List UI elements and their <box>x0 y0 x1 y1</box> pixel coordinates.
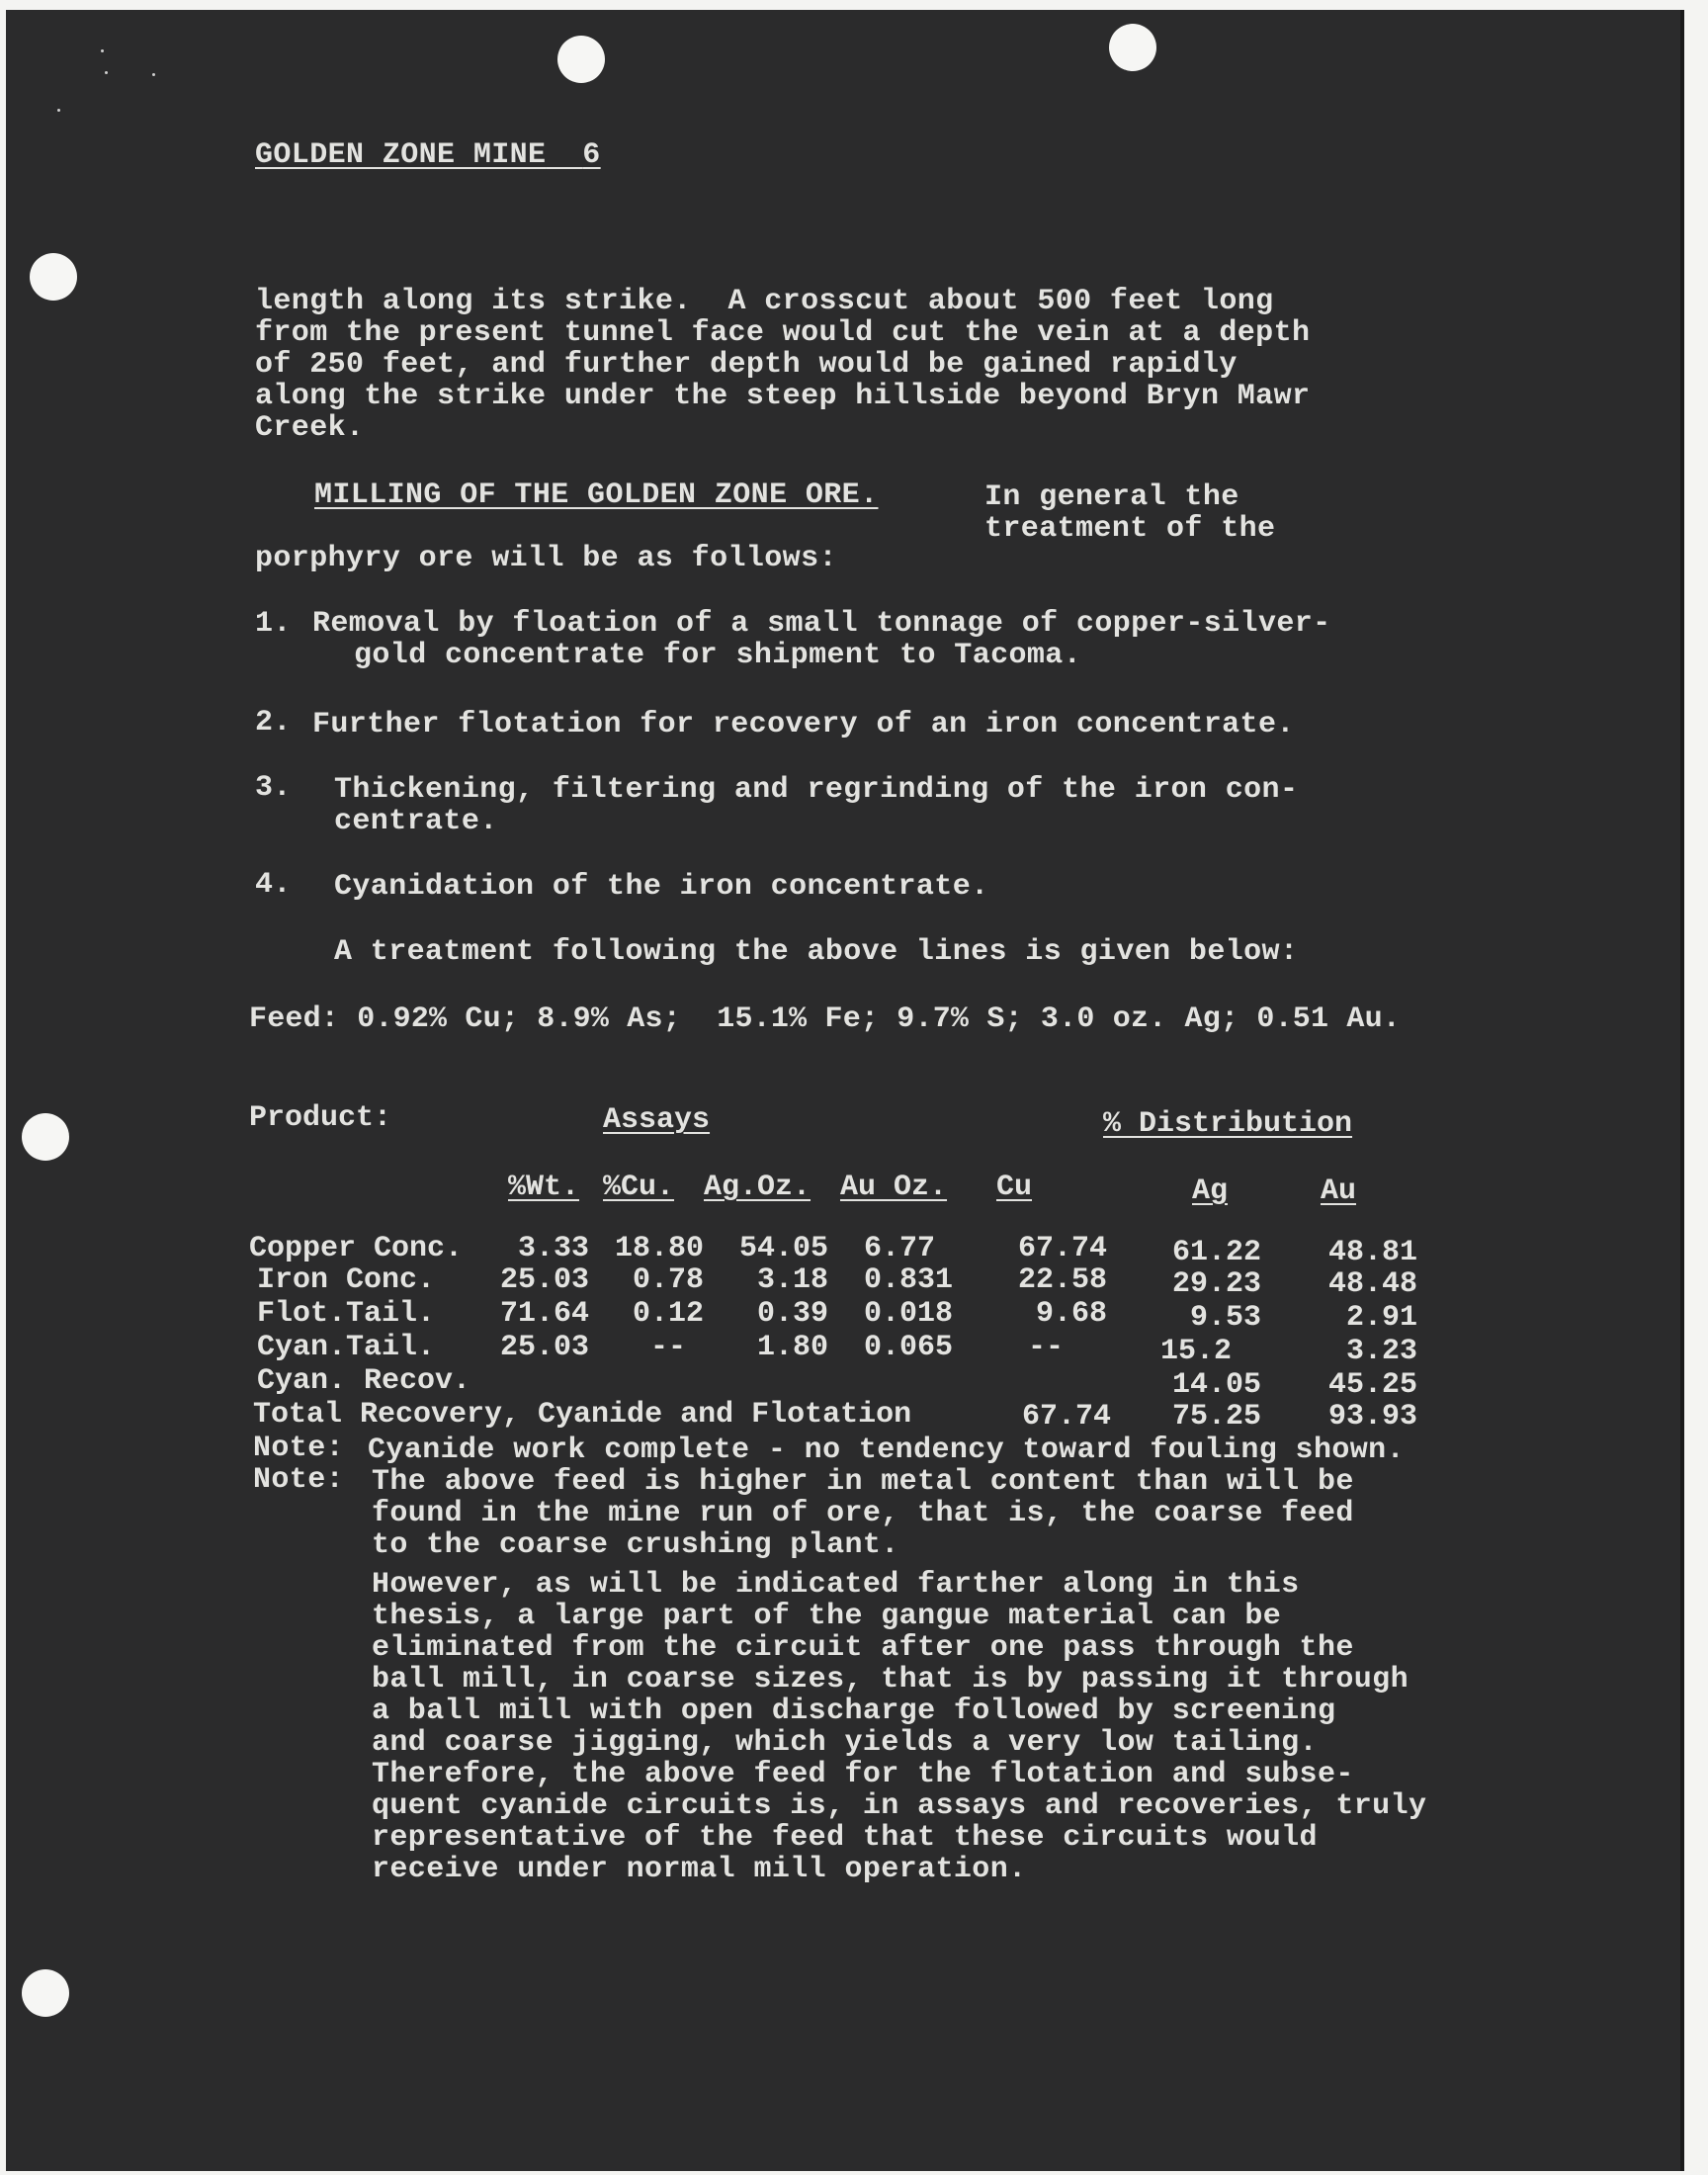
row-au-oz: 0.831 <box>864 1263 954 1297</box>
row-cu: 0.12 <box>632 1297 704 1331</box>
step-text: gold concentrate for shipment to Tacoma. <box>354 639 1082 672</box>
row-dist-au: 2.91 <box>1345 1301 1417 1335</box>
treatment-intro: A treatment following the above lines is given below: <box>334 935 1299 969</box>
milling-line: porphyry ore will be as follows: <box>255 542 837 575</box>
milling-side-line: In general the <box>984 480 1239 514</box>
milling-heading: MILLING OF THE GOLDEN ZONE ORE. <box>314 478 879 512</box>
col-header-dist-au: Au <box>1321 1174 1357 1208</box>
page-number: 6 <box>582 138 601 172</box>
milling-side-line: treatment of the <box>984 512 1276 546</box>
row-product: Cyan.Tail. <box>257 1331 436 1364</box>
row-dist-cu: 67.74 <box>1017 1232 1107 1265</box>
note-line: However, as will be indicated farther along in this <box>372 1568 1300 1602</box>
punch-hole-left-lower <box>22 1969 69 2017</box>
punch-hole-left-middle <box>22 1113 69 1161</box>
row-product: Flot.Tail. <box>257 1297 436 1331</box>
row-dist-ag: 61.22 <box>1171 1236 1261 1269</box>
punch-hole-top-right <box>1109 24 1156 71</box>
step-number: 3. <box>255 771 292 805</box>
product-header: Product: <box>249 1101 392 1135</box>
col-header-cu: %Cu. <box>603 1171 675 1204</box>
total-recovery-label: Total Recovery, Cyanide and Flotation <box>253 1398 912 1432</box>
dust-speck <box>57 109 60 112</box>
row-ag-oz: 54.05 <box>738 1232 828 1265</box>
col-header-dist-ag: Ag <box>1192 1174 1229 1208</box>
note-line: ball mill, in coarse sizes, that is by passing it through <box>372 1663 1409 1696</box>
feed-line: Feed: 0.92% Cu; 8.9% As; 15.1% Fe; 9.7% S; 3.0 oz. Ag; 0.51 Au. <box>249 1002 1401 1036</box>
row-cu: -- <box>650 1331 687 1364</box>
row-product: Copper Conc. <box>249 1232 464 1265</box>
note-line: The above feed is higher in metal content than will be <box>372 1465 1354 1499</box>
note-label: Note: <box>253 1432 345 1465</box>
note-line: and coarse jigging, which yields a very low tailing. <box>372 1726 1318 1760</box>
total-recovery-ag: 75.25 <box>1171 1400 1261 1434</box>
col-header-wt: %Wt. <box>508 1171 580 1204</box>
row-dist-cu: 9.68 <box>1035 1297 1107 1331</box>
note-line: to the coarse crushing plant. <box>372 1528 899 1562</box>
dust-speck <box>105 71 108 74</box>
row-au-oz: 6.77 <box>864 1232 936 1265</box>
intro-line: along the strike under the steep hillside beyond Bryn Mawr <box>255 380 1311 413</box>
col-header-ag-oz: Ag.Oz. <box>704 1171 811 1204</box>
step-text: Removal by floation of a small tonnage of copper-silver- <box>312 607 1331 641</box>
intro-line: of 250 feet, and further depth would be gained rapidly <box>255 348 1238 382</box>
row-wt: 25.03 <box>499 1331 589 1364</box>
row-cu: 0.78 <box>632 1263 704 1297</box>
row-dist-cu: 22.58 <box>1017 1263 1107 1297</box>
cyan-recov-ag: 14.05 <box>1171 1368 1261 1402</box>
intro-line: Creek. <box>255 411 365 445</box>
row-wt: 25.03 <box>499 1263 589 1297</box>
row-au-oz: 0.018 <box>864 1297 954 1331</box>
note-line: Therefore, the above feed for the flotation and subse- <box>372 1758 1354 1791</box>
note-label: Note: <box>253 1463 345 1497</box>
total-recovery-au: 93.93 <box>1327 1400 1417 1434</box>
row-dist-au: 3.23 <box>1345 1335 1417 1368</box>
row-ag-oz: 3.18 <box>756 1263 828 1297</box>
cyan-recov-au: 45.25 <box>1327 1368 1417 1402</box>
assays-header: Assays <box>603 1103 711 1137</box>
row-dist-au: 48.81 <box>1327 1236 1417 1269</box>
header-title: GOLDEN ZONE MINE <box>255 138 547 172</box>
step-text: centrate. <box>334 805 498 838</box>
row-wt: 71.64 <box>499 1297 589 1331</box>
row-au-oz: 0.065 <box>864 1331 954 1364</box>
total-recovery-cu: 67.74 <box>1022 1400 1112 1434</box>
row-cu: 18.80 <box>614 1232 704 1265</box>
row-dist-ag: 9.53 <box>1189 1301 1261 1335</box>
note-line: thesis, a large part of the gangue material can be <box>372 1600 1282 1633</box>
distribution-header: % Distribution <box>1103 1107 1353 1141</box>
step-number: 4. <box>255 868 292 902</box>
dust-speck <box>101 49 104 52</box>
punch-hole-left-upper <box>30 253 77 301</box>
col-header-dist-cu: Cu <box>996 1171 1033 1204</box>
note-line: representative of the feed that these circuits would <box>372 1821 1318 1855</box>
intro-line: from the present tunnel face would cut the vein at a depth <box>255 316 1311 350</box>
step-number: 2. <box>255 706 292 740</box>
note-line: found in the mine run of ore, that is, the coarse feed <box>372 1497 1354 1530</box>
row-dist-ag: 15.2 <box>1160 1335 1233 1368</box>
row-dist-ag: 29.23 <box>1171 1267 1261 1301</box>
note-line: eliminated from the circuit after one pass through the <box>372 1631 1354 1665</box>
row-dist-cu: -- <box>1028 1331 1065 1364</box>
punch-hole-top-left <box>557 36 605 83</box>
note-line: quent cyanide circuits is, in assays and recoveries, truly <box>372 1789 1427 1823</box>
page-header <box>255 138 601 172</box>
note-line: a ball mill with open discharge followed by screening <box>372 1695 1336 1728</box>
intro-line: length along its strike. A crosscut about 500 feet long <box>255 285 1274 318</box>
step-text: Cyanidation of the iron concentrate. <box>334 870 989 904</box>
step-text: Thickening, filtering and regrinding of the iron con- <box>334 773 1299 807</box>
step-number: 1. <box>255 607 292 641</box>
step-text: Further flotation for recovery of an iron concentrate. <box>312 708 1295 741</box>
row-dist-au: 48.48 <box>1327 1267 1417 1301</box>
row-wt: 3.33 <box>517 1232 589 1265</box>
col-header-au-oz: Au Oz. <box>840 1171 948 1204</box>
note-line: receive under normal mill operation. <box>372 1853 1027 1886</box>
row-ag-oz: 1.80 <box>756 1331 828 1364</box>
note-line: Cyanide work complete - no tendency toward fouling shown. <box>368 1434 1405 1467</box>
dust-speck <box>152 73 155 76</box>
row-ag-oz: 0.39 <box>756 1297 828 1331</box>
row-product: Iron Conc. <box>257 1263 436 1297</box>
document-page <box>6 10 1684 2171</box>
cyan-recov-label: Cyan. Recov. <box>257 1364 471 1398</box>
